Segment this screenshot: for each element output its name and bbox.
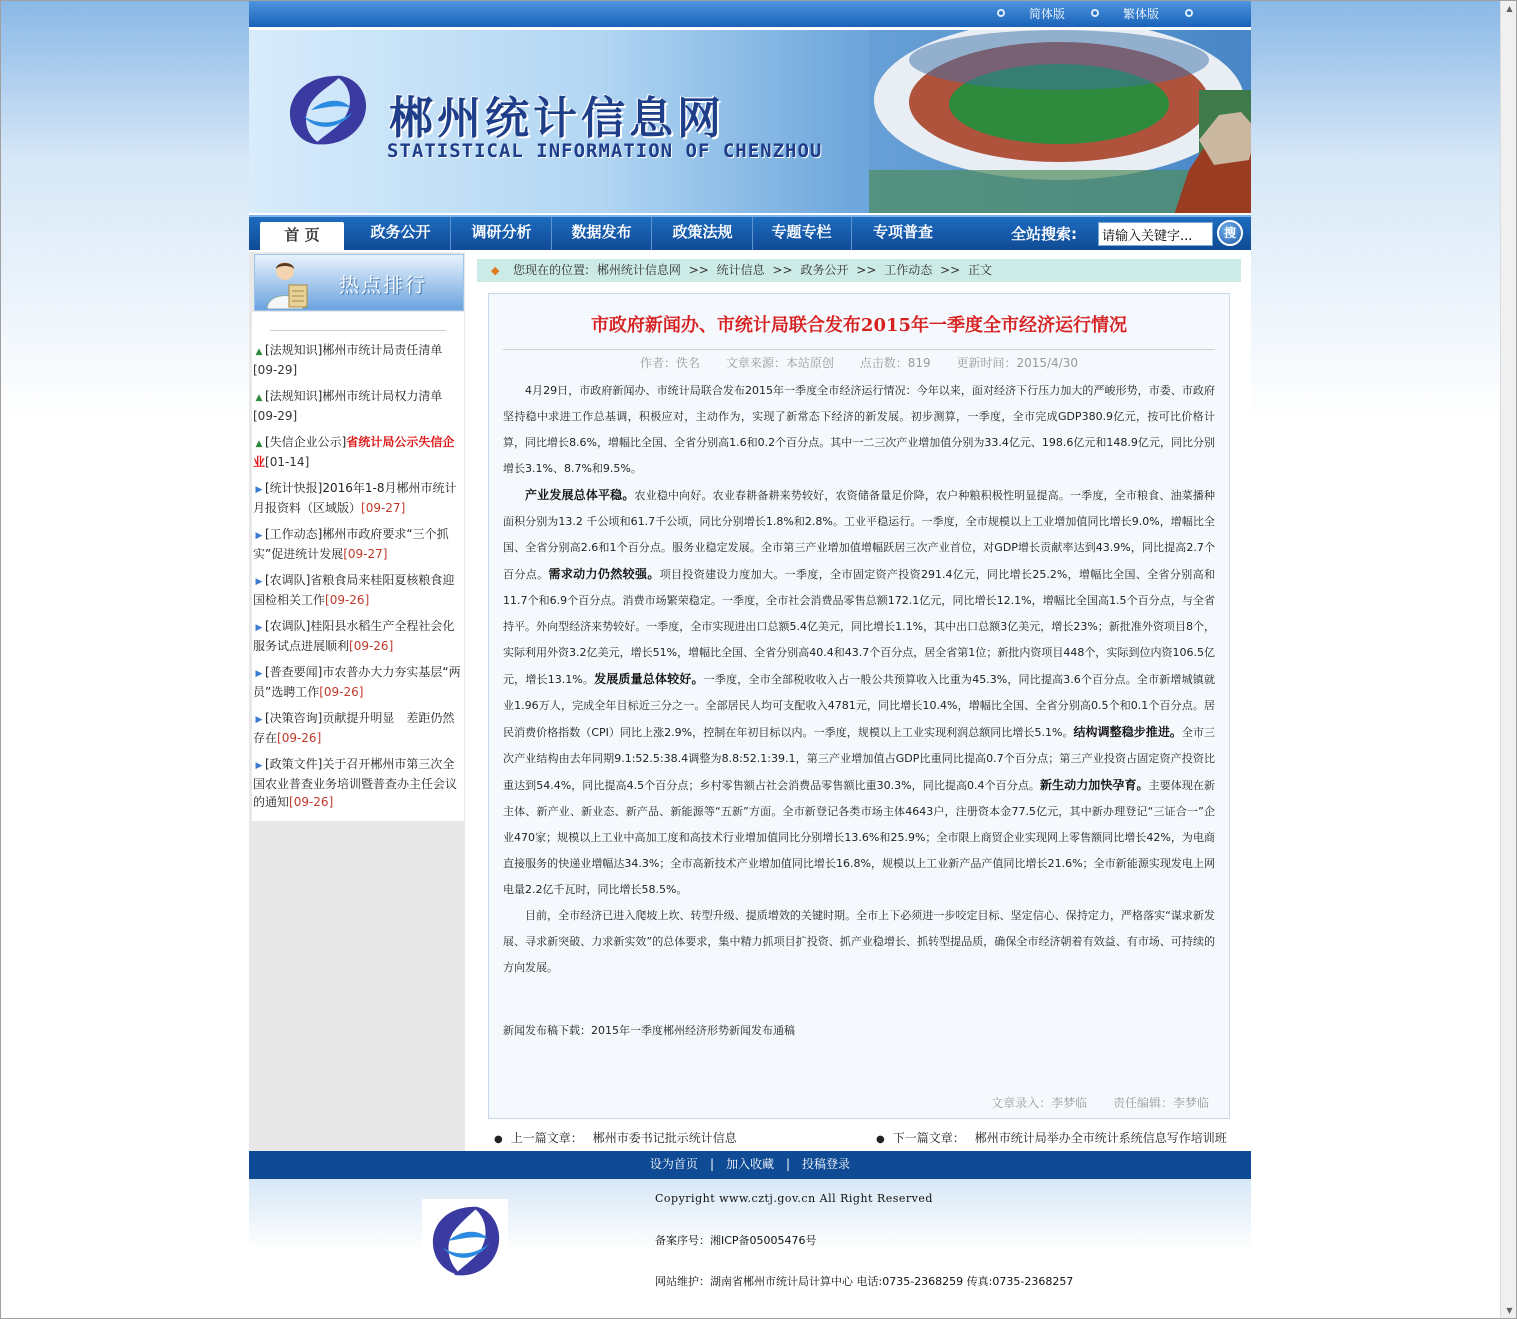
site-banner bbox=[249, 30, 1251, 213]
download-line bbox=[503, 1022, 795, 1038]
item-date: [09-26] bbox=[349, 639, 394, 653]
item-category: [政策文件] bbox=[265, 757, 323, 771]
item-date: [09-26] bbox=[277, 731, 322, 745]
hot-list bbox=[252, 312, 464, 821]
list-item[interactable] bbox=[252, 567, 464, 613]
item-title[interactable]: 贡献提升明显 差距仍然存在 bbox=[253, 711, 455, 745]
top-bar bbox=[249, 0, 1251, 27]
divider bbox=[503, 349, 1215, 350]
item-title[interactable]: 市农普办大力夯实基层“两员”选聘工作 bbox=[253, 665, 461, 699]
blue-triangle-icon: ▶ bbox=[255, 531, 263, 541]
item-category: [农调队] bbox=[265, 619, 311, 633]
page bbox=[249, 0, 1251, 1300]
article-editors bbox=[969, 1094, 1209, 1111]
breadcrumb-separator: >> bbox=[688, 263, 709, 277]
paragraph bbox=[503, 482, 1215, 903]
item-date: [09-29] bbox=[253, 409, 298, 423]
list-item[interactable] bbox=[252, 659, 464, 705]
download-label: 新闻发布稿下载： bbox=[503, 1024, 591, 1037]
article bbox=[488, 293, 1230, 1119]
blue-triangle-icon: ▶ bbox=[255, 715, 263, 725]
list-item[interactable] bbox=[252, 751, 464, 815]
item-title[interactable]: 省统计局公示失信企业 bbox=[253, 435, 455, 469]
paragraph-heading: 需求动力仍然较强。 bbox=[548, 567, 660, 581]
item-category: [法规知识] bbox=[265, 389, 323, 403]
main-nav bbox=[249, 215, 1251, 250]
traditional-link[interactable]: 繁体版 bbox=[1123, 7, 1160, 21]
item-category: [工作动态] bbox=[265, 527, 323, 541]
list-item[interactable] bbox=[252, 429, 464, 475]
blue-triangle-icon: ▶ bbox=[255, 669, 263, 679]
breadcrumb-home[interactable]: 郴州统计信息网 bbox=[596, 263, 681, 277]
green-triangle-icon: ▲ bbox=[255, 347, 263, 357]
site-logo-icon bbox=[281, 70, 373, 150]
item-date: [01-14] bbox=[265, 455, 310, 469]
scroll-up-icon[interactable]: ▲ bbox=[1506, 4, 1513, 13]
simplified-link[interactable]: 简体版 bbox=[1029, 7, 1066, 21]
footer-links bbox=[249, 1151, 1251, 1179]
submit-login-link[interactable]: 投稿登录 bbox=[802, 1157, 851, 1171]
hot-ranking-title: 热点排行 bbox=[339, 273, 427, 297]
blue-triangle-icon: ▶ bbox=[255, 761, 263, 771]
list-item[interactable] bbox=[252, 521, 464, 567]
nav-research[interactable]: 调研分析 bbox=[452, 217, 552, 250]
stadium-image bbox=[869, 30, 1251, 213]
blue-triangle-icon: ▶ bbox=[255, 577, 263, 587]
breadcrumb bbox=[477, 259, 1241, 282]
paragraph-heading: 结构调整稳步推进。 bbox=[1073, 725, 1182, 739]
item-category: [法规知识] bbox=[265, 343, 323, 357]
person-clipboard-icon bbox=[263, 257, 315, 309]
vertical-scrollbar[interactable] bbox=[1500, 0, 1517, 1319]
article-author: 作者：佚名 bbox=[640, 356, 701, 370]
scroll-down-icon[interactable]: ▼ bbox=[1506, 1306, 1513, 1315]
breadcrumb-separator: >> bbox=[940, 263, 961, 277]
item-title[interactable]: 郴州市政府要求“三个抓实”促进统计发展 bbox=[253, 527, 449, 561]
item-date: [09-26] bbox=[319, 685, 364, 699]
green-triangle-icon: ▲ bbox=[255, 393, 263, 403]
prev-article-link[interactable]: 郴州市委书记批示统计信息 bbox=[592, 1131, 737, 1145]
bullet-icon bbox=[997, 9, 1005, 17]
footer-logo-icon bbox=[422, 1199, 508, 1281]
next-label: 下一篇文章： bbox=[892, 1131, 965, 1145]
sidebar bbox=[249, 252, 465, 1152]
nav-home[interactable]: 首 页 bbox=[260, 222, 344, 250]
article-body bbox=[503, 378, 1215, 981]
item-category: [失信企业公示] bbox=[265, 435, 347, 449]
list-item[interactable] bbox=[252, 613, 464, 659]
item-title[interactable]: 关于召开郴州市第三次全国农业普查业务培训暨普查办主任会议的通知 bbox=[253, 757, 458, 809]
breadcrumb-separator: >> bbox=[856, 263, 877, 277]
nav-policy[interactable]: 政策法规 bbox=[653, 217, 753, 250]
prev-label: 上一篇文章： bbox=[510, 1131, 583, 1145]
paragraph-text: 项目投资建设力度加大。一季度，全市固定资产投资291.4亿元，同比增长25.2%，增幅比全国、全省分别高和11.7个和6.9个百分点。消费市场繁荣稳定。一季度，全市社会消费品零售总额172.1亿元，同比增长12.1%，增幅比全国高1.5个百分点，与全省持平。外向型经济来势较好。一季度，全市实现进出口总额5.4亿美元，同比增长1.1%，其中出口总额3亿美元，增长23%；新批准外资项目8个，实际利用外资3.2亿美元，增长51%，增幅比全国、全省分别高40.4和43.7个百分点，居全省第1位；新批内资项目448个，实际到位内资106.5亿元，增长13.1%。 bbox=[503, 568, 1215, 686]
paragraph-text: 一季度，全市全部税收收入占一般公共预算收入比重为45.3%，同比提高3.6个百分点。全市新增城镇就业1.96万人，完成全年目标近三分之一。全部居民人均可支配收入4781元，同比增长10.4%，增幅比全国、全省分别高0.5个和0.1个百分点。居民消费价格指数（CPI）同比上涨2.9%，控制在年初目标以内。一季度，规模以上工业实现利润总额同比增长5.1%。 bbox=[503, 673, 1215, 739]
article-hits: 点击数：819 bbox=[859, 356, 931, 370]
blue-triangle-icon: ▶ bbox=[255, 485, 263, 495]
list-item[interactable] bbox=[252, 383, 464, 429]
breadcrumb-gov-affairs[interactable]: 政务公开 bbox=[800, 263, 849, 277]
maintainer-text: 网站维护：湖南省郴州市统计局计算中心 电话:0735-2368259 传真:0735-2368257 bbox=[655, 1275, 1074, 1288]
item-title[interactable]: 郴州市统计局责任清单 bbox=[322, 343, 443, 357]
breadcrumb-current: 正文 bbox=[968, 263, 993, 277]
search-label: 全站搜索: bbox=[1011, 225, 1077, 243]
set-homepage-link[interactable]: 设为首页 bbox=[649, 1157, 698, 1171]
item-date: [09-27] bbox=[343, 547, 388, 561]
item-category: [统计快报] bbox=[265, 481, 323, 495]
nav-government-affairs[interactable]: 政务公开 bbox=[351, 217, 451, 250]
download-link[interactable]: 2015年一季度郴州经济形势新闻发布通稿 bbox=[591, 1024, 795, 1037]
entered-by: 文章录入：李梦临 bbox=[991, 1096, 1088, 1110]
item-category: [决策咨询] bbox=[265, 711, 323, 725]
nav-census[interactable]: 专项普查 bbox=[872, 223, 933, 241]
icp-text[interactable]: 备案序号：湘ICP备05005476号 bbox=[655, 1234, 817, 1247]
article-updated: 更新时间：2015/4/30 bbox=[956, 356, 1078, 370]
responsible-editor: 责任编辑：李梦临 bbox=[1112, 1096, 1209, 1110]
bullet-icon bbox=[1185, 9, 1193, 17]
item-title[interactable]: 省粮食局来桂阳夏核粮食迎国检相关工作 bbox=[253, 573, 455, 607]
breadcrumb-work-news[interactable]: 工作动态 bbox=[884, 263, 933, 277]
add-favorite-link[interactable]: 加入收藏 bbox=[725, 1157, 774, 1171]
prev-article bbox=[494, 1129, 737, 1146]
next-article bbox=[876, 1129, 1227, 1146]
copyright-text: Copyright www.cztj.gov.cn All Right Reserved bbox=[655, 1192, 933, 1205]
next-article-link[interactable]: 郴州市统计局举办全市统计系统信息写作培训班 bbox=[974, 1131, 1227, 1145]
item-date: [09-26] bbox=[289, 795, 334, 809]
item-date: [09-26] bbox=[325, 593, 370, 607]
breadcrumb-stats-info[interactable]: 统计信息 bbox=[716, 263, 765, 277]
breadcrumb-separator: >> bbox=[772, 263, 793, 277]
green-triangle-icon: ▲ bbox=[255, 439, 263, 449]
item-title[interactable]: 郴州市统计局权力清单 bbox=[322, 389, 443, 403]
paragraph-text: 农业稳中向好。农业春耕备耕来势较好，农资储备量足价降，农户种粮积极性明显提高。一季度，全市粮食、油菜播种面积分别为13.2 千公顷和61.7千公顷，同比分别增长1.8%和2.8%。工业平稳运行。一季度，全市规模以上工业增加值同比增长9.0%，增幅比全国、全省分别高2.6和1个百分点。服务业稳定发展。全市第三产业增加值增幅跃居三次产业首位，对GDP增长贡献率达到43.9%，同比提高2.7个百分点。 bbox=[503, 489, 1215, 581]
list-item[interactable] bbox=[252, 705, 464, 751]
item-date: [09-29] bbox=[253, 363, 298, 377]
paragraph-text: 主要体现在新主体、新产业、新业态、新产品、新能源等“五新”方面。全市新登记各类市场主体4643户，注册资本金77.5亿元，其中新办理登记“三证合一”企业470家；规模以上工业中高加工度和高技术行业增加值同比分别增长13.6%和25.9%；全市限上商贸企业实现网上零售额同比增长42%，为电商直接服务的快递业增幅达34.3%；全市高新技术产业增加值同比增长16.8%，规模以上工业新产品产值同比增长21.6%；全市新能源实现发电上网电量2.2亿千瓦时，同比增长58.5%。 bbox=[503, 779, 1216, 896]
site-title: 郴州统计信息网 bbox=[389, 93, 725, 144]
blue-triangle-icon: ▶ bbox=[255, 623, 263, 633]
list-item[interactable] bbox=[252, 475, 464, 521]
paragraph: 目前，全市经济已进入爬坡上坎、转型升级、提质增效的关键时期。全市上下必须进一步咬定目标、坚定信心、保持定力，严格落实“谋求新发展、寻求新突破、力求新实效”的总体要求，集中精力抓项目扩投资、抓产业稳增长、抓转型提品质，确保全市经济朝着有效益、有市场、可持续的方向发展。 bbox=[503, 909, 1215, 974]
hot-ranking-header bbox=[254, 254, 464, 311]
item-title[interactable]: 2016年1-8月郴州市统计月报资料（区域版） bbox=[253, 481, 457, 515]
list-item[interactable] bbox=[252, 337, 464, 383]
footer bbox=[249, 1179, 1251, 1300]
item-category: [农调队] bbox=[265, 573, 311, 587]
bullet-icon: ● bbox=[494, 1134, 503, 1145]
article-meta bbox=[489, 354, 1229, 371]
breadcrumb-text bbox=[513, 259, 996, 282]
separator: | bbox=[786, 1157, 791, 1171]
bullet-icon: ● bbox=[876, 1134, 885, 1145]
paragraph-heading: 发展质量总体较好。 bbox=[594, 672, 704, 686]
site-subtitle: STATISTICAL INFORMATION OF CHENZHOU bbox=[387, 140, 823, 162]
bullet-icon bbox=[1091, 9, 1099, 17]
nav-data-release[interactable]: 数据发布 bbox=[552, 217, 652, 250]
item-date: [09-27] bbox=[361, 501, 406, 515]
divider bbox=[270, 330, 446, 331]
article-title: 市政府新闻办、市统计局联合发布2015年一季度全市经济运行情况 bbox=[590, 315, 1128, 336]
paragraph-heading: 新生动力加快孕育。 bbox=[1039, 778, 1149, 792]
item-title[interactable]: 桂阳县水稻生产全程社会化服务试点进展顺利 bbox=[253, 619, 455, 653]
arrow-bullet-icon: ◆ bbox=[491, 264, 500, 277]
breadcrumb-prefix: 您现在的位置: bbox=[513, 263, 590, 277]
paragraph: 4月29日，市政府新闻办、市统计局联合发布2015年一季度全市经济运行情况：今年以来，面对经济下行压力加大的严峻形势，市委、市政府坚持稳中求进工作总基调，积极应对，主动作为，实现了新常态下经济的新发展。初步测算，一季度，全市完成GDP380.9亿元，按可比价格计算，同比增长8.6%，增幅比全国、全省分别高1.6和0.2个百分点。其中一二三次产业增加值分别为33.4亿元、198.6亿元和148.9亿元，同比分别增长3.1%、8.7%和9.5%。 bbox=[503, 384, 1215, 475]
search-button[interactable]: 搜 bbox=[1217, 220, 1243, 246]
search-input[interactable] bbox=[1098, 222, 1213, 246]
paragraph-text: 全市三次产业结构由去年同期9.1:52.5:38.4调整为8.8:52.1:39.1，第三产业增加值占GDP比重同比提高0.7个百分点；第三产业投资占固定资产投资比重达到54.4%，同比提高4.5个百分点；乡村零售额占社会消费品零售额比重30.3%，同比提高0.4个百分点。 bbox=[503, 726, 1215, 792]
nav-special-topics[interactable]: 专题专栏 bbox=[752, 217, 852, 250]
paragraph-heading: 产业发展总体平稳。 bbox=[525, 488, 635, 502]
item-category: [普查要闻] bbox=[265, 665, 323, 679]
article-source: 文章来源：本站原创 bbox=[725, 356, 834, 370]
separator: | bbox=[709, 1157, 714, 1171]
